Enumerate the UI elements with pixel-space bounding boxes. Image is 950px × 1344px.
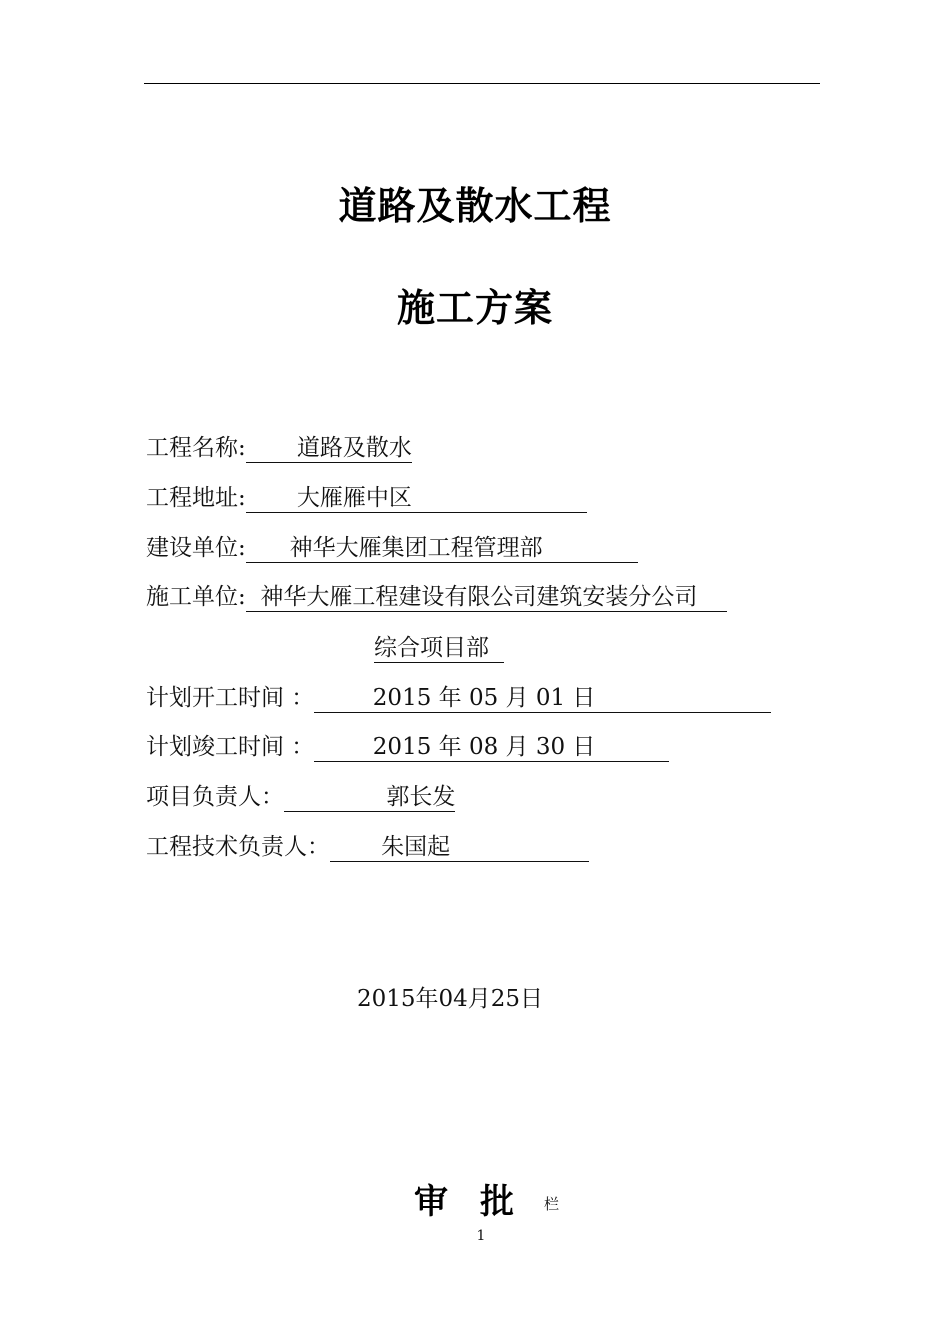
approval-char-3: 栏	[544, 1195, 560, 1213]
field-label: 计划竣工时间 ：	[146, 734, 315, 760]
field-construction-unit-cont	[374, 633, 504, 663]
field-value: 神华大雁集团工程管理部	[245, 535, 638, 561]
header-rule	[144, 83, 820, 84]
field-label: 项目负责人：	[146, 784, 284, 810]
field-label: 计划开工时间 ：	[146, 685, 315, 711]
field-label: 施工单位:	[146, 584, 246, 610]
field-label: 工程技术负责人：	[146, 834, 330, 860]
field-technical-lead	[146, 832, 589, 862]
field-planned-start	[146, 683, 771, 713]
document-date: 2015年04月25日	[356, 986, 544, 1012]
field-project-name	[146, 433, 412, 463]
field-owner-unit	[146, 533, 638, 563]
document-subtitle: 施工方案	[396, 286, 553, 330]
field-value: 2015 年 08 月 30 日	[314, 734, 669, 760]
field-project-address	[146, 483, 587, 513]
approval-char-2: 批	[480, 1182, 514, 1222]
approval-char-1: 审	[414, 1182, 448, 1222]
field-label: 建设单位:	[146, 535, 246, 561]
field-value: 道路及散水	[245, 435, 412, 461]
field-label: 工程名称:	[146, 435, 246, 461]
field-value: 郭长发	[284, 784, 456, 810]
page-number: 1	[476, 1228, 486, 1244]
field-label: 工程地址:	[146, 485, 246, 511]
approval-heading	[414, 1174, 559, 1223]
field-value: 2015 年 05 月 01 日	[314, 685, 771, 711]
field-value: 综合项目部	[374, 635, 504, 661]
field-value: 朱国起	[330, 834, 590, 860]
field-value: 大雁雁中区	[245, 485, 588, 511]
field-value: 神华大雁工程建设有限公司建筑安装分公司	[245, 584, 727, 610]
field-planned-completion	[146, 732, 669, 762]
document-title: 道路及散水工程	[338, 184, 612, 228]
field-project-manager	[146, 782, 455, 812]
field-construction-unit	[146, 582, 727, 612]
